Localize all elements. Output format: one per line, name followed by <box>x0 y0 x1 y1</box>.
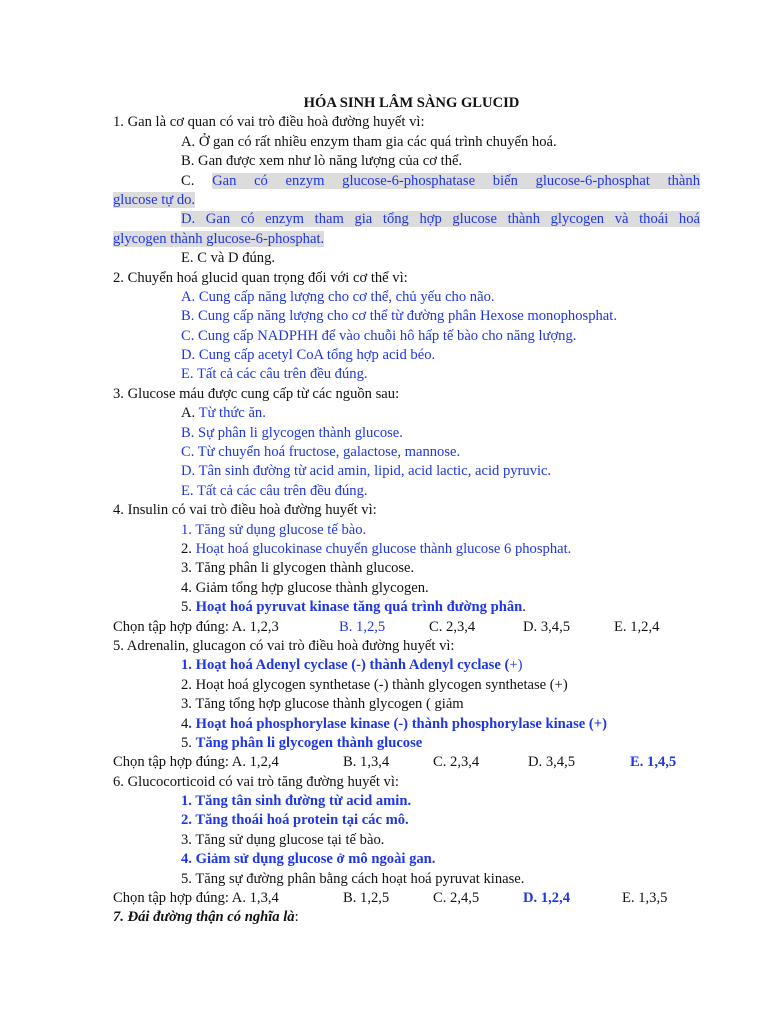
q5-item-4-prefix: 4 <box>181 715 189 732</box>
q1-option-d-text-cont: glycogen thành glucose-6-phosphat. <box>113 230 325 247</box>
q5-item-4-text: . Hoạt hoá phosphorylase kinase (-) thành phosphorylase kinase (+) <box>188 715 607 732</box>
q3-option-d: D. Tân sinh đường từ acid amin, lipid, acid lactic, acid pyruvic. <box>181 463 552 480</box>
question-7 <box>113 908 700 927</box>
question-6: 6. Glucocorticoid có vai trò tăng đường huyết vì: <box>113 773 399 790</box>
q4-choice-c: C. 2,3,4 <box>429 618 476 635</box>
q6-item-1: 1. Tăng tân sinh đường từ acid amin. <box>181 793 412 810</box>
q6-choice-d: D. 1,2,4 <box>523 890 571 907</box>
question-5: 5. Adrenalin, glucagon có vai trò điều hoà đường huyết vì: <box>113 637 455 654</box>
q5-answer-choices <box>113 753 700 772</box>
question-2: 2. Chuyển hoá glucid quan trọng đối với cơ thể vì: <box>113 269 408 286</box>
q4-item-2-text: Hoạt hoá glucokinase chuyển glucose thành glucose 6 phosphat. <box>195 540 572 557</box>
q5-item-1-text: 1. Hoạt hoá Adenyl cyclase (-) thành Adenyl cyclase ( <box>181 657 510 674</box>
q5-item-5-text: Tăng phân li glycogen thành glucose <box>195 734 423 751</box>
q2-option-a: A. Cung cấp năng lượng cho cơ thể, chủ yếu cho não. <box>181 288 495 305</box>
q2-option-b: B. Cung cấp năng lượng cho cơ thể từ đường phân Hexose monophosphat. <box>181 308 617 325</box>
q4-item-5 <box>113 598 700 617</box>
q4-item-2-prefix: 2. <box>181 540 196 557</box>
question-7-text: 7. Đái đường thận có nghĩa là <box>113 909 295 926</box>
q5-item-5 <box>113 734 700 753</box>
q2-option-c: C. Cung cấp NADPHH để vào chuỗi hô hấp tế bào cho năng lượng. <box>181 327 577 344</box>
q5-choose-label: Chọn tập hợp đúng: A. 1,2,4 <box>113 754 279 771</box>
question-1: 1. Gan là cơ quan có vai trò điều hoà đường huyết vì: <box>113 114 425 131</box>
q6-answer-choices <box>113 889 700 908</box>
q4-item-1: 1. Tăng sử dụng glucose tế bào. <box>181 521 367 538</box>
q5-item-3: 3. Tăng tổng hợp glucose thành glycogen ( giảm <box>181 696 464 713</box>
q4-item-3: 3. Tăng phân li glycogen thành glucose. <box>181 560 415 577</box>
q5-choice-b: B. 1,3,4 <box>343 754 390 771</box>
q3-option-c: C. Từ chuyển hoá fructose, galactose, mannose. <box>181 444 461 461</box>
q4-item-4: 4. Giảm tổng hợp glucose thành glycogen. <box>181 579 429 596</box>
q5-item-5-prefix: 5. <box>181 734 196 751</box>
q5-choice-c: C. 2,3,4 <box>433 754 480 771</box>
q4-item-5-suffix: . <box>522 599 526 616</box>
q5-choice-e: E. 1,4,5 <box>630 754 677 771</box>
q6-item-4: 4. Giảm sử dụng glucose ở mô ngoài gan. <box>181 851 436 868</box>
q1-option-d-line2 <box>113 230 700 249</box>
q1-option-e: E. C và D đúng. <box>181 250 276 267</box>
q5-item-1 <box>113 656 700 675</box>
q3-option-a <box>113 404 700 423</box>
q1-option-c-line2 <box>113 191 700 210</box>
q6-choice-e: E. 1,3,5 <box>622 890 668 907</box>
q5-item-2: 2. Hoạt hoá glycogen synthetase (-) thành glycogen synthetase (+) <box>181 676 568 693</box>
q1-option-d-text: D. Gan có enzym tham gia tổng hợp glucose thành glycogen và thoái hoá <box>181 211 700 228</box>
q5-choice-d: D. 3,4,5 <box>528 754 576 771</box>
q6-choose-label: Chọn tập hợp đúng: A. 1,3,4 <box>113 890 279 907</box>
q1-option-c-line1 <box>113 172 700 191</box>
q3-option-a-text: Từ thức ăn. <box>198 405 266 422</box>
q1-option-a: A. Ở gan có rất nhiều enzym tham gia các quá trình chuyển hoá. <box>181 133 557 150</box>
q4-item-5-prefix: 5. <box>181 599 196 616</box>
q4-answer-choices <box>113 618 700 637</box>
q6-item-5: 5. Tăng sự đường phân bằng cách hoạt hoá pyruvat kinase. <box>181 870 525 887</box>
question-4: 4. Insulin có vai trò điều hoà đường huyết vì: <box>113 502 377 519</box>
q2-option-d: D. Cung cấp acetyl CoA tổng hợp acid béo. <box>181 347 436 364</box>
q6-choice-b: B. 1,2,5 <box>343 890 390 907</box>
document-content <box>113 94 700 928</box>
q1-option-c-prefix: C. <box>181 172 213 189</box>
q5-item-4 <box>113 715 700 734</box>
q2-option-e: E. Tất cả các câu trên đều đúng. <box>181 366 368 383</box>
q1-option-c-text-cont: glucose tự do. <box>113 191 196 208</box>
q6-item-3: 3. Tăng sử dụng glucose tại tế bào. <box>181 831 385 848</box>
q6-choice-c: C. 2,4,5 <box>433 890 480 907</box>
q4-choice-e: E. 1,2,4 <box>614 618 660 635</box>
q3-option-a-prefix: A. <box>181 405 199 422</box>
question-3: 3. Glucose máu được cung cấp từ các nguồn sau: <box>113 385 400 402</box>
q1-option-c-text: Gan có enzym glucose-6-phosphatase biến glucose-6-phosphat thành <box>212 172 700 189</box>
document-title: HÓA SINH LÂM SÀNG GLUCID <box>303 95 520 111</box>
question-7-suffix: : <box>294 909 299 926</box>
q3-option-e: E. Tất cả các câu trên đều đúng. <box>181 482 368 499</box>
q1-option-d-line1 <box>113 210 700 229</box>
q1-option-b: B. Gan được xem như lò năng lượng của cơ thể. <box>181 153 463 170</box>
q4-choose-label: Chọn tập hợp đúng: A. 1,2,3 <box>113 618 279 635</box>
q6-item-2: 2. Tăng thoái hoá protein tại các mô. <box>181 812 409 829</box>
q4-item-2 <box>113 540 700 559</box>
q4-choice-d: D. 3,4,5 <box>523 618 571 635</box>
q4-item-5-text: Hoạt hoá pyruvat kinase tăng quá trình đường phân <box>195 599 523 616</box>
q5-item-1-suffix: +) <box>509 657 523 674</box>
q4-choice-b: B. 1,2,5 <box>339 618 386 635</box>
q3-option-b: B. Sự phân li glycogen thành glucose. <box>181 424 403 441</box>
